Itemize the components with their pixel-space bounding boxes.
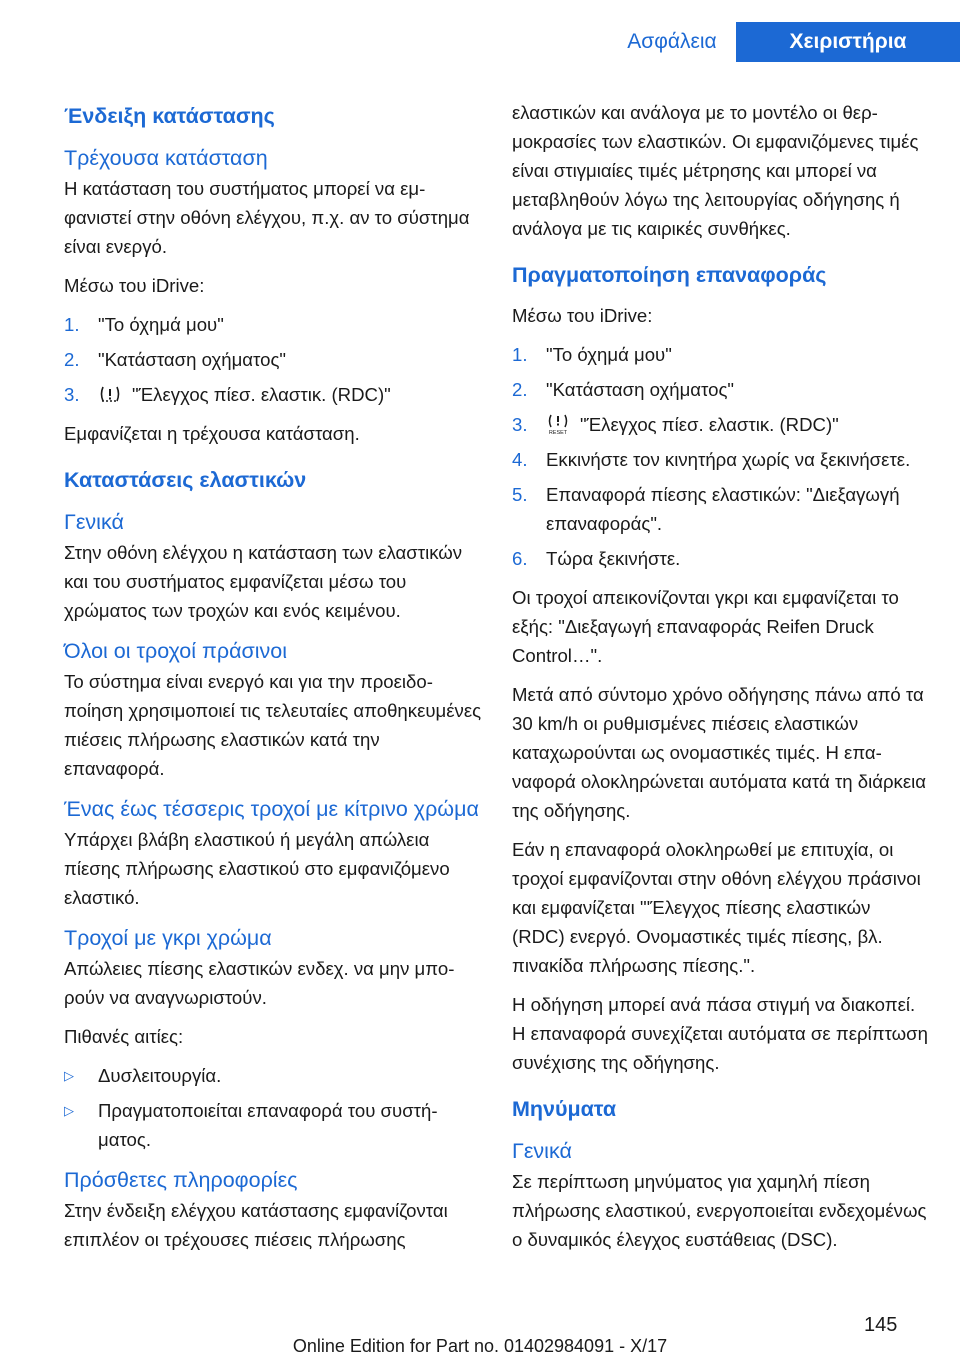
reset-steps-list [512,340,928,573]
chapter-tab: Χειριστήρια [736,22,960,62]
paragraph-messages: Σε περίπτωση μηνύματος για χαμηλή πίεση πλήρωσης ελαστικού, ενεργοποιείται ενδεχομένως ο δυναμικός έλεγχος ευστάθειας (DSC). [512,1171,927,1250]
page-number: 145 [864,1314,898,1336]
list-item [64,1096,484,1154]
heading-all-green: Όλοι οι τροχοί πράσινοι [64,639,288,663]
paragraph-current-status: Η κατάσταση του συστήματος μπορεί να εμφανιστεί στην οθόνη ελέγχου, π.χ. αν το σύστημα είναι ενεργό. [64,178,470,257]
step-text: "Το όχημά μου" [546,344,672,365]
step-text: Εκκινήστε τον κινητήρα χωρίς να ξεκινήσετε. [546,449,911,470]
heading-additional-info: Πρόσθετες πληροφορίες [64,1168,298,1192]
tire-pressure-reset-icon [546,413,570,435]
paragraph-grey-wheels-reset: Οι τροχοί απεικονίζονται γκρι και εμφανίζεται το εξής: "Διεξαγωγή επαναφοράς Reifen Druck Control…". [512,587,899,666]
list-item [64,1061,484,1090]
paragraph-additional-info: Στην ένδειξη ελέγχου κατάστασης εμφανίζονται επιπλέον οι τρέχουσες πιέσεις πλήρωσης [64,1200,448,1250]
step-number: 2. [64,349,80,370]
list-item [512,480,928,538]
cause-text: Δυσλειτουργία. [98,1065,222,1086]
step-text: "Έλεγχος πίεσ. ελαστικ. (RDC)" [580,414,839,435]
step-text: "Έλεγχος πίεσ. ελαστικ. (RDC)" [132,384,391,405]
step-text: "Κατάσταση οχήματος" [98,349,287,370]
page-header [608,22,960,62]
step-number: 4. [512,449,528,470]
step-number: 5. [512,484,528,505]
paragraph-drive-interrupt: Η οδήγηση μπορεί ανά πάσα στιγμή να διακοπεί. Η επαναφορά συνεχίζεται αυτόματα σε περίπτωση συνέχισης της οδήγησης. [512,994,928,1073]
step-number: 3. [512,414,528,435]
list-item [64,380,484,409]
bullet-triangle-icon: ▷ [64,1103,74,1118]
left-column [64,100,484,1264]
section-tab: Ασφάλεια [627,30,717,53]
heading-grey-wheels: Τροχοί με γκρι χρώμα [64,926,272,950]
step-text: Επαναφορά πίεσης ελαστικών: "Διεξαγωγή επαναφοράς". [546,484,900,534]
status-steps-list [64,310,484,409]
list-item [64,345,484,374]
via-idrive-label: Μέσω του iDrive: [512,305,653,326]
list-item [512,445,928,474]
right-column [512,98,928,1264]
causes-list [64,1061,484,1154]
paragraph-reset-success: Εάν η επαναφορά ολοκληρωθεί με επιτυχία, οι τροχοί εμφανίζονται στην οθόνη ελέγχου πράσινοι και εμφανίζεται "'Έλεγχος πίεσης ελαστικών (RDC) ενεργό. Ονομαστικές τιμές πίεσης, βλ. πινακίδα πλήρωσης πίεσης.". [512,839,921,976]
paragraph-continued: ελαστικών και ανάλογα με το μοντέλο οι θερμοκρασίες των ελαστικών. Οι εμφανιζόμενες τιμές είναι στιγμιαίες τιμές μέτρησης και μπορεί να μεταβληθούν λόγω της λειτουργίας οδήγησης ή ανάλογα με τις καιρικές συνθήκες. [512,102,919,239]
heading-messages: Μηνύματα [512,1097,617,1121]
step-text: Τώρα ξεκινήστε. [546,548,681,569]
paragraph-after-drive: Μετά από σύντομο χρόνο οδήγησης πάνω από τα 30 km/h οι ρυθμισμένες πιέσεις ελαστικών καταχωρούνται ως ονομαστικές τιμές. Η επαναφορά ολοκληρώνεται αυτόματα κατά τη διάρκεια της οδήγησης. [512,684,927,821]
paragraph-grey-wheels: Απώλειες πίεσης ελαστικών ενδεχ. να μην μπορούν να αναγνωριστούν. [64,958,455,1008]
heading-status-display: Ένδειξη κατάστασης [64,104,275,128]
step-number: 6. [512,548,528,569]
list-item [512,375,928,404]
reset-icon-label: RESET [548,430,568,435]
via-idrive-label: Μέσω του iDrive: [64,275,205,296]
edition-footer: Online Edition for Part no. 01402984091 - X/17 [292,1336,668,1356]
heading-perform-reset: Πραγματοποίηση επαναφοράς [512,263,827,287]
list-item [64,310,484,339]
heading-general: Γενικά [512,1139,572,1163]
heading-current-status: Τρέχουσα κατάσταση [64,146,268,170]
step-text: "Το όχημά μου" [98,314,224,335]
paragraph-current-shown: Εμφανίζεται η τρέχουσα κατάσταση. [64,423,360,444]
step-text: "Κατάσταση οχήματος" [546,379,735,400]
list-item [512,544,928,573]
cause-text: Πραγματοποιείται επαναφορά του συστήματος. [98,1100,438,1150]
heading-general: Γενικά [64,510,124,534]
paragraph-yellow-wheels: Υπάρχει βλάβη ελαστικού ή μεγάλη απώλεια πίεσης πλήρωσης ελαστικού στο εμφανιζόμενο ελαστικό. [64,829,450,908]
list-item [512,340,928,369]
possible-causes-label: Πιθανές αιτίες: [64,1026,184,1047]
heading-yellow-wheels: Ένας έως τέσσερις τροχοί με κίτρινο χρώμα [64,797,479,821]
step-number: 2. [512,379,528,400]
step-number: 3. [64,384,80,405]
paragraph-all-green: Το σύστημα είναι ενεργό και για την προειδοποίηση χρησιμοποιεί τις τελευταίες αποθηκευμένες πιέσεις πλήρωσης ελαστικών κατά την επαναφορά. [64,671,482,779]
step-number: 1. [512,344,528,365]
tire-pressure-warning-icon [98,383,122,405]
paragraph-general: Στην οθόνη ελέγχου η κατάσταση των ελαστικών και του συστήματος εμφανίζεται μέσω του χρώματος των τροχών και ενός κειμένου. [64,542,463,621]
step-number: 1. [64,314,80,335]
list-item [512,410,928,439]
bullet-triangle-icon: ▷ [64,1068,74,1083]
heading-tire-states: Καταστάσεις ελαστικών [64,468,307,492]
